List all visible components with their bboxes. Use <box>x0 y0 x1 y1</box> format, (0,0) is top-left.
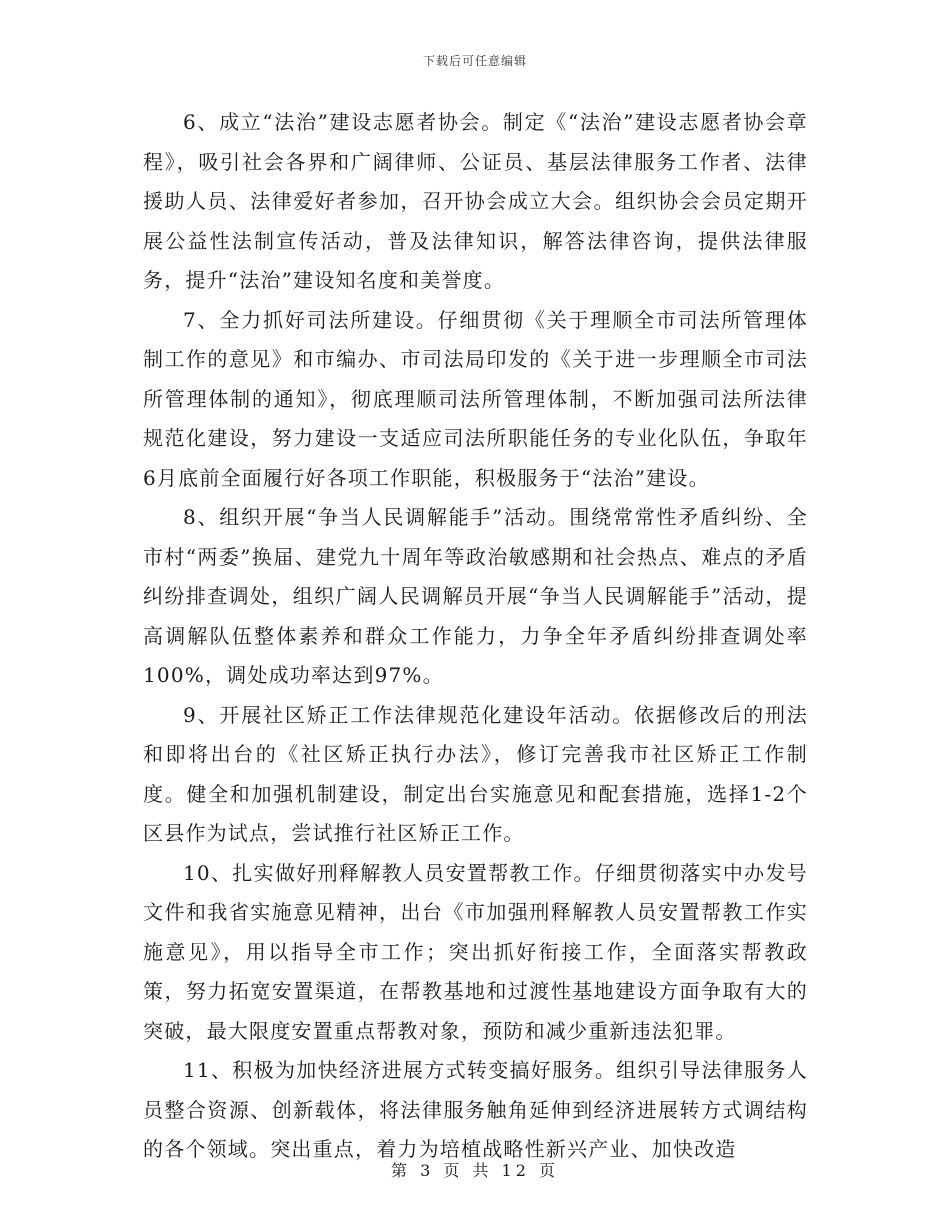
paragraph-item-9: 9、开展社区矫正工作法律规范化建设年活动。依据修改后的刑法和即将出台的《社区矫正执行办法》，修订完善我市社区矫正工作制度。健全和加强机制建设，制定出台实施意见和配套措施，选择1-2个区县作为试点，尝试推行社区矫正工作。 <box>143 702 808 845</box>
document-body <box>143 103 808 1170</box>
paragraph-item-10: 10、扎实做好刑释解教人员安置帮教工作。仔细贯彻落实中办发号文件和我省实施意见精神，出台《市加强刑释解教人员安置帮教工作实施意见》，用以指导全市工作；突出抓好衔接工作，全面落实帮教政策，努力拓宽安置渠道，在帮教基地和过渡性基地建设方面争取有大的突破，最大限度安置重点帮教对象，预防和减少重新违法犯罪。 <box>143 860 808 1043</box>
paragraph-item-8: 8、组织开展“争当人民调解能手”活动。围绕常常性矛盾纠纷、全市村“两委”换届、建党九十周年等政治敏感期和社会热点、难点的矛盾纠纷排查调处，组织广阔人民调解员开展“争当人民调解能手”活动，提高调解队伍整体素养和群众工作能力，力争全年矛盾纠纷排查调处率100%，调处成功率达到97%。 <box>143 505 808 687</box>
paragraph-item-7: 7、全力抓好司法所建设。仔细贯彻《关于理顺全市司法所管理体制工作的意见》和市编办、市司法局印发的《关于进一步理顺全市司法所管理体制的通知》，彻底理顺司法所管理体制，不断加强司法所法律规范化建设，努力建设一支适应司法所职能任务的专业化队伍，争取年6月底前全面履行好各项工作职能，积极服务于“法治”建设。 <box>143 307 808 490</box>
paragraph-item-11: 11、积极为加快经济进展方式转变搞好服务。组织引导法律服务人员整合资源、创新载体，将法律服务触角延伸到经济进展转方式调结构的各个领域。突出重点，着力为培植战略性新兴产业、加快改造 <box>143 1058 808 1161</box>
paragraph-item-6: 6、成立“法治”建设志愿者协会。制定《“法治”建设志愿者协会章程》，吸引社会各界和广阔律师、公证员、基层法律服务工作者、法律援助人员、法律爱好者参加，召开协会成立大会。组织协会会员定期开展公益性法制宣传活动，普及法律知识，解答法律咨询，提供法律服务，提升“法治”建设知名度和美誉度。 <box>143 110 808 292</box>
page-header-note: 下载后可任意编辑 <box>422 54 527 68</box>
page-number: 第 3 页 共 12 页 <box>391 1161 559 1180</box>
